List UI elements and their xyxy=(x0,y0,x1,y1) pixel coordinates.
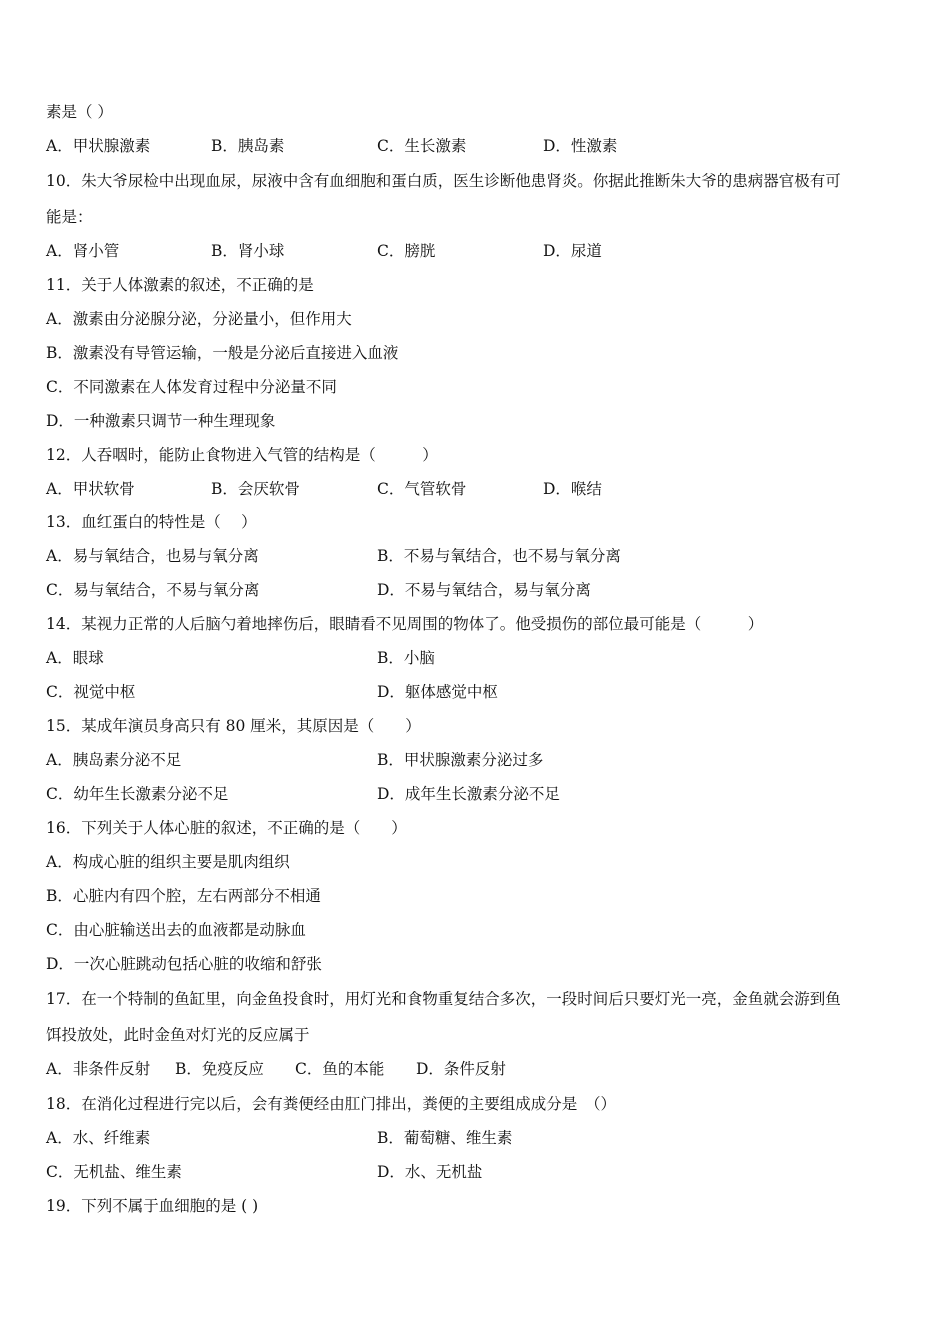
question-16-stem: 16．下列关于人体心脏的叙述，不正确的是（ ） xyxy=(46,819,407,837)
question-17-stem-line1: 17．在一个特制的鱼缸里，向金鱼投食时，用灯光和食物重复结合多次，一段时间后只要灯光一亮，金鱼就会游到鱼 xyxy=(46,990,841,1008)
option-d: D．躯体感觉中枢 xyxy=(377,683,498,701)
option-a: A．甲状软骨 xyxy=(46,480,135,498)
option-a: A．非条件反射 xyxy=(46,1060,151,1078)
option-d: D．尿道 xyxy=(543,242,602,260)
option-d: D．成年生长激素分泌不足 xyxy=(377,785,560,803)
question-16-option-a: A．构成心脏的组织主要是肌肉组织 xyxy=(46,853,290,871)
question-15-stem: 15．某成年演员身高只有 80 厘米，其原因是（ ） xyxy=(46,717,421,735)
question-11-stem: 11．关于人体激素的叙述，不正确的是 xyxy=(46,276,314,294)
option-b: B．葡萄糖、维生素 xyxy=(377,1129,513,1147)
question-11-option-d: D．一种激素只调节一种生理现象 xyxy=(46,412,276,430)
option-d: D．条件反射 xyxy=(416,1060,506,1078)
option-a: A．肾小管 xyxy=(46,242,120,260)
question-11-option-c: C．不同激素在人体发育过程中分泌量不同 xyxy=(46,378,337,396)
question-10-stem-line2: 能是： xyxy=(46,208,93,226)
question-14-stem: 14．某视力正常的人后脑勺着地摔伤后，眼睛看不见周围的物体了。他受损伤的部位最可能是（ ） xyxy=(46,615,764,633)
option-a: A．易与氧结合，也易与氧分离 xyxy=(46,547,259,565)
option-c: C．膀胱 xyxy=(377,242,436,260)
option-c: C．易与氧结合，不易与氧分离 xyxy=(46,581,260,599)
question-9-stem-tail: 素是（ ） xyxy=(46,103,113,121)
question-11-option-b: B．激素没有导管运输，一般是分泌后直接进入血液 xyxy=(46,344,399,362)
option-c: C．视觉中枢 xyxy=(46,683,136,701)
question-11-option-a: A．激素由分泌腺分泌，分泌量小，但作用大 xyxy=(46,310,352,328)
option-b: B．胰岛素 xyxy=(211,137,285,155)
option-c: C．气管软骨 xyxy=(377,480,467,498)
question-19-stem: 19．下列不属于血细胞的是 ( ) xyxy=(46,1197,259,1215)
option-a: A．甲状腺激素 xyxy=(46,137,151,155)
question-18-stem: 18．在消化过程进行完以后，会有粪便经由肛门排出，粪便的主要组成成分是 （） xyxy=(46,1095,616,1113)
question-12-stem: 12．人吞咽时，能防止食物进入气管的结构是（ ） xyxy=(46,446,438,464)
option-b: B．小脑 xyxy=(377,649,435,667)
option-d: D．性激素 xyxy=(543,137,618,155)
option-c: C．无机盐、维生素 xyxy=(46,1163,182,1181)
option-b: B．肾小球 xyxy=(211,242,285,260)
question-13-stem: 13．血红蛋白的特性是（ ） xyxy=(46,513,257,531)
option-c: C．生长激素 xyxy=(377,137,467,155)
option-d: D．水、无机盐 xyxy=(377,1163,483,1181)
option-b: B．会厌软骨 xyxy=(211,480,300,498)
option-b: B．免疫反应 xyxy=(175,1060,264,1078)
option-a: A．胰岛素分泌不足 xyxy=(46,751,182,769)
option-c: C．鱼的本能 xyxy=(295,1060,385,1078)
option-b: B．甲状腺激素分泌过多 xyxy=(377,751,544,769)
option-d: D．喉结 xyxy=(543,480,602,498)
option-b: B．不易与氧结合，也不易与氧分离 xyxy=(377,547,621,565)
option-a: A．水、纤维素 xyxy=(46,1129,151,1147)
question-10-stem-line1: 10．朱大爷尿检中出现血尿，尿液中含有血细胞和蛋白质，医生诊断他患肾炎。你据此推断朱大爷的患病器官极有可 xyxy=(46,172,841,190)
question-16-option-d: D．一次心脏跳动包括心脏的收缩和舒张 xyxy=(46,955,322,973)
option-c: C．幼年生长激素分泌不足 xyxy=(46,785,229,803)
option-d: D．不易与氧结合，易与氧分离 xyxy=(377,581,591,599)
question-17-stem-line2: 饵投放处，此时金鱼对灯光的反应属于 xyxy=(46,1026,310,1044)
question-16-option-b: B．心脏内有四个腔，左右两部分不相通 xyxy=(46,887,321,905)
option-a: A．眼球 xyxy=(46,649,104,667)
question-16-option-c: C．由心脏输送出去的血液都是动脉血 xyxy=(46,921,306,939)
